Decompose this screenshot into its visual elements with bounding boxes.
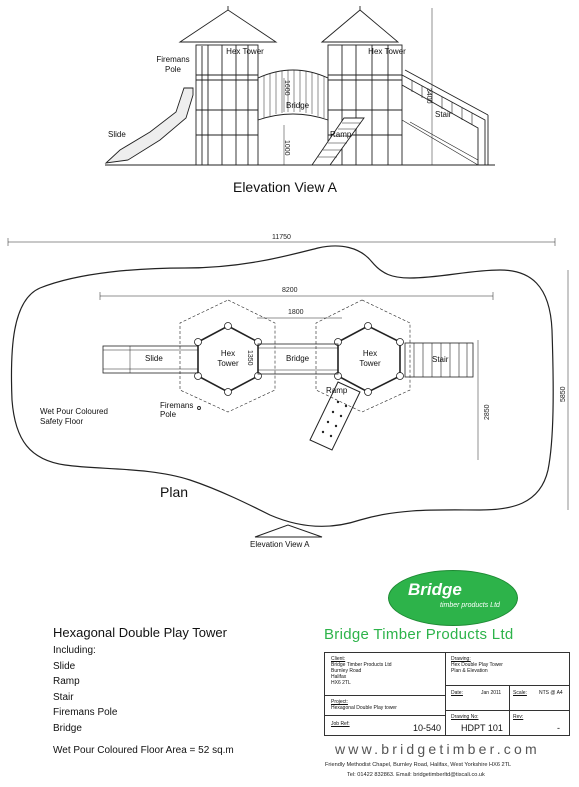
label-firemans-pole-elevation: Firemans Pole (156, 55, 190, 74)
label-ramp-elevation: Ramp (330, 130, 352, 139)
scale-caption: Scale: (513, 690, 527, 696)
dim-1350: 1350 (246, 350, 253, 366)
drawing-details: Hex Double Play Tower Plan & Elevation (451, 662, 503, 674)
rev-value: - (557, 723, 560, 733)
including-list (53, 643, 117, 736)
elevation-view-reference: Elevation View A (250, 540, 310, 549)
drawing-no-caption: Drawing No: (451, 714, 479, 720)
dim-11750: 11750 (272, 234, 291, 241)
dim-1000: 1000 (283, 140, 290, 156)
label-bridge-elevation: Bridge (286, 101, 310, 110)
dim-5850: 5850 (560, 386, 567, 402)
label-hex-tower-left-elevation: Hex Tower (226, 47, 264, 56)
list-item: Bridge (53, 722, 82, 734)
elevation-slide (106, 88, 193, 163)
elevation-roof-left (180, 10, 276, 42)
date-caption: Date: (451, 690, 463, 696)
floor-area: Wet Pour Coloured Floor Area = 52 sq.m (53, 745, 234, 756)
dim-3400: 3400 (425, 88, 432, 104)
company-name: Bridge Timber Products Ltd (324, 626, 514, 643)
date-value: Jan 2011 (481, 690, 502, 696)
company-logo (388, 570, 518, 626)
drawing-no-value: HDPT 101 (461, 723, 503, 733)
list-item: Slide (53, 660, 76, 672)
job-ref-caption: Job Ref: (331, 721, 350, 727)
list-item: Ramp (53, 676, 80, 687)
job-ref-value: 10-540 (413, 723, 442, 733)
label-hex-tower-right-elevation: Hex Tower (368, 47, 406, 56)
dim-1800: 1800 (288, 309, 304, 316)
logo-word: Bridge (408, 580, 462, 599)
label-safety-floor: Wet Pour Coloured Safety Floor (40, 407, 108, 426)
elevation-view-arrow (255, 525, 322, 537)
label-slide-elevation: Slide (108, 130, 126, 139)
company-address: Friendly Methodist Chapel, Burnley Road, Halifax, West Yorkshire HX6 2TL (325, 762, 512, 768)
plan-title: Plan (160, 484, 189, 500)
elevation-view (105, 6, 495, 165)
label-slide-plan: Slide (145, 354, 163, 363)
elevation-bridge (258, 70, 328, 120)
project-caption: Project: (331, 699, 348, 705)
logo-subtitle: timber products Ltd (440, 602, 500, 609)
rev-caption: Rev: (513, 714, 524, 720)
project-value: Hexagonal Double Play tower (331, 705, 397, 711)
product-title: Hexagonal Double Play Tower (53, 625, 227, 640)
company-contact: Tel: 01422 832863. Email: bridgetimberltd@tiscali.co.uk (347, 772, 485, 778)
label-stair-plan: Stair (432, 355, 449, 364)
elevation-title: Elevation View A (232, 179, 338, 195)
dim-1600: 1600 (283, 80, 290, 96)
title-block (324, 652, 570, 736)
label-stair-elevation: Stair (435, 110, 452, 119)
list-item: Stair (53, 691, 74, 703)
dim-8200: 8200 (282, 287, 298, 294)
website-link[interactable]: www.bridgetimber.com (335, 741, 540, 757)
label-ramp-plan: Ramp (326, 386, 348, 395)
label-hex-tower-right-plan: Hex Tower (359, 349, 381, 368)
elevation-roof-right (322, 10, 398, 42)
list-item: Firemans Pole (53, 707, 118, 718)
including-label: Including: (53, 645, 96, 656)
client-caption: Client: (331, 656, 346, 662)
label-hex-tower-left-plan: Hex Tower (217, 349, 239, 368)
label-firemans-pole-plan: Firemans Pole (160, 401, 194, 419)
plan-view (8, 238, 568, 537)
client-details: Bridge Timber Products Ltd Burnley Road Halifax HX6 2TL (331, 662, 392, 686)
label-bridge-plan: Bridge (286, 354, 310, 363)
scale-value: NTS @ A4 (539, 690, 563, 696)
drawing-caption: Drawing: (451, 656, 471, 662)
dim-2850: 2850 (484, 404, 491, 420)
